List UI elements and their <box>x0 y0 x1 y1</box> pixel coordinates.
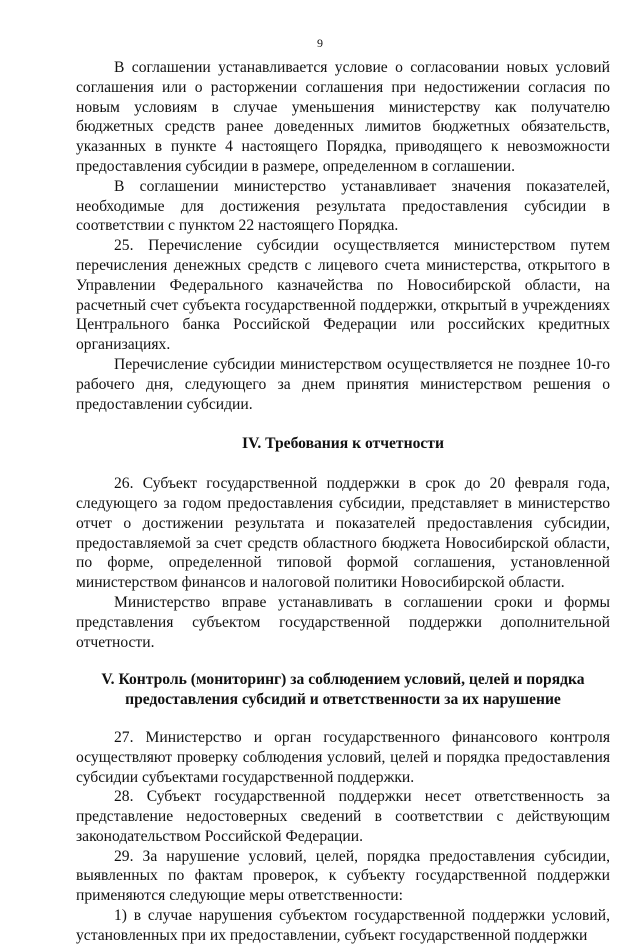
page-number: 9 <box>317 36 323 50</box>
section-4-heading: IV. Требования к отчетности <box>242 435 444 453</box>
paragraph-29-item-1: 1) в случае нарушения субъектом государственной поддержки условий, установленных при их предоставлении, субъект государственной поддержки <box>76 907 610 944</box>
section-5-heading <box>76 670 610 710</box>
paragraph-27-control: 27. Министерство и орган государственного финансового контроля осуществляют проверку соблюдения условий, целей и порядка предоставления субсидии субъектами государственной поддержки. <box>76 728 610 786</box>
section-5-heading-line1: V. Контроль (мониторинг) за соблюдением условий, целей и порядка <box>101 671 585 689</box>
paragraph-25-transfer: 25. Перечисление субсидии осуществляется министерством путем перечисления денежных средств с лицевого счета министерства, открытого в Управлении Федерального казначейства по Новосибирской области, на расчетный счет субъекта государственной поддержки, открытый в учреждениях Центрального банка Российской Федерации или российских кредитных организациях. <box>76 237 610 354</box>
paragraph-28-responsibility: 28. Субъект государственной поддержки несет ответственность за представление недостоверных сведений в соответствии с действующим законодательством Российской Федерации. <box>76 788 610 845</box>
paragraph-agreement-terms: В соглашении устанавливается условие о согласовании новых условий соглашения или о расторжении соглашения при недостижении согласия по новым условиям в случае уменьшения министерству как получателю бюджетных средств ранее доведенных лимитов бюджетных обязательств, указанных в пункте 4 настоящего Порядка, приводящего к невозможности предоставления субсидии в размере, определенном в соглашении. <box>76 59 610 175</box>
paragraph-26-report: 26. Субъект государственной поддержки в срок до 20 февраля года, следующего за годом предоставления субсидии, представляет в министерство отчет о достижении результата и показателей предоставления субсидии, предоставляемой за счет средств областного бюджета Новосибирской области, по форме, определенной типовой формой соглашения, установленной министерством финансов и налоговой политики Новосибирской области. <box>76 475 610 592</box>
paragraph-additional-reporting: Министерство вправе устанавливать в соглашении сроки и формы представления субъектом государственной поддержки дополнительной отчетности. <box>76 593 610 651</box>
paragraph-transfer-deadline: Перечисление субсидии министерством осуществляется не позднее 10-го рабочего дня, следующего за днем принятия министерством решения о предоставлении субсидии. <box>76 355 610 413</box>
paragraph-agreement-indicators: В соглашении министерство устанавливает значения показателей, необходимые для достижения результата предоставления субсидии в соответствии с пунктом 22 настоящего Порядка. <box>76 177 610 235</box>
paragraph-29-measures: 29. За нарушение условий, целей, порядка предоставления субсидии, выявленных по фактам проверок, к субъекту государственной поддержки применяются следующие меры ответственности: <box>76 847 610 905</box>
section-5-heading-line2: предоставления субсидий и ответственности за их нарушение <box>125 691 561 709</box>
document-body <box>76 58 610 946</box>
